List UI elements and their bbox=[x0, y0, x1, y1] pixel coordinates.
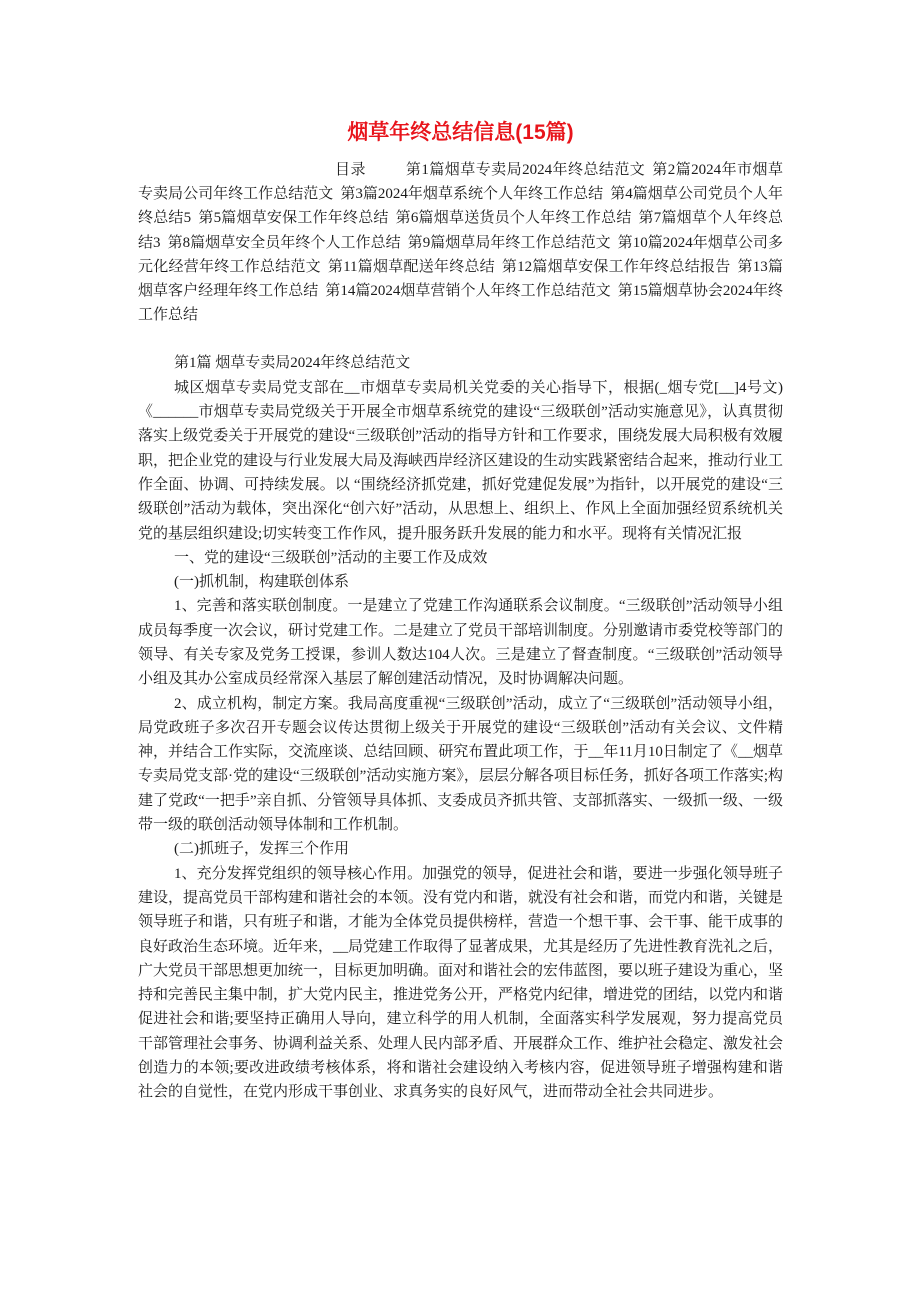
toc-entry: 第5篇烟草安保工作年终总结 bbox=[198, 210, 389, 227]
toc-entry: 第12篇烟草安保工作年终总结报告 bbox=[501, 258, 731, 275]
toc-entry: 第10篇2024年烟草公司多元化经营年终工作总结范文 bbox=[138, 234, 783, 275]
table-of-contents bbox=[138, 158, 783, 327]
paragraph: 1、充分发挥党组织的领导核心作用。加强党的领导，促进社会和谐，要进一步强化领导班子建设，提高党员干部构建和谐社会的本领。没有党内和谐，就没有社会和谐，而党内和谐，关键是领导班子和谐，只有班子和谐，才能为全体党员提供榜样，营造一个想干事、会干事、能干成事的良好政治生态环境。近年来，__局党建工作取得了显著成果，尤其是经历了先进性教育洗礼之后，广大党员干部思想更加统一，目标更加明确。面对和谐社会的宏伟蓝图，要以班子建设为重心，坚持和完善民主集中制，扩大党内民主，推进党务公开，严格党内纪律，增进党的团结，以党内和谐促进社会和谐;要坚持正确用人导向，建立科学的用人机制，全面落实科学发展观，努力提高党员干部管理社会事务、协调利益关系、处理人民内部矛盾、开展群众工作、维护社会稳定、激发社会创造力的本领;要改进政绩考核体系，将和谐社会建设纳入考核内容，促进领导班子增强构建和谐社会的自觉性，在党内形成干事创业、求真务实的良好风气，进而带动全社会共同进步。 bbox=[138, 865, 784, 1101]
toc-label: 目录 bbox=[335, 162, 366, 178]
paragraph: 1、完善和落实联创制度。一是建立了党建工作沟通联系会议制度。“三级联创”活动领导小组成员每季度一次会议，研讨党建工作。二是建立了党员干部培训制度。分别邀请市委党校等部门的领导、有关专家及党务工授课，参训人数达104人次。三是建立了督查制度。“三级联创”活动领导小组及其办公室成员经常深入基层了解创建活动情况，及时协调解决问题。 bbox=[138, 598, 784, 688]
toc-entry: 第13篇烟草客户经理年终工作总结 bbox=[138, 258, 783, 300]
toc-entry: 第8篇烟草安全员年终个人工作总结 bbox=[167, 234, 401, 251]
subsection-heading: (二)抓班子，发挥三个作用 bbox=[174, 841, 349, 858]
section-heading: 第1篇 烟草专卖局2024年终总结范文 bbox=[174, 355, 411, 372]
toc-entry: 第11篇烟草配送年终总结 bbox=[327, 258, 495, 275]
paragraph: 2、成立机构，制定方案。我局高度重视“三级联创”活动，成立了“三级联创”活动领导小组， 局党政班子多次召开专题会议传达贯彻上级关于开展党的建设“三级联创”活动有关会议、文件精神，并结合工作实际，交流座谈、总结回顾、研究布置此项工作，于__年11月10日制定了《__烟草专卖局党支部·党的建设“三级联创”活动实施方案》，层层分解各项目标任务，抓好各项工作落实;构建了党政“一把手”亲自抓、分管领导具体抓、支委成员齐抓共管、支部抓落实、一级抓一级、一级带一级的联创活动领导体制和工作机制。 bbox=[138, 695, 783, 834]
toc-entry: 第4篇烟草公司党员个人年终总结5 bbox=[138, 186, 783, 227]
toc-entry: 第2篇2024年市烟草专卖局公司年终工作总结范文 bbox=[138, 162, 783, 203]
toc-entry: 第7篇烟草个人年终总结3 bbox=[138, 210, 783, 251]
document-page bbox=[138, 118, 783, 1105]
document-body bbox=[138, 351, 783, 1104]
toc-entry: 第3篇2024年烟草系统个人年终工作总结 bbox=[340, 186, 604, 203]
toc-entry: 第9篇烟草局年终工作总结范文 bbox=[407, 234, 611, 251]
section-heading: 一、党的建设“三级联创”活动的主要工作及成效 bbox=[174, 549, 488, 566]
toc-entry: 第15篇烟草协会2024年终工作总结 bbox=[138, 283, 783, 324]
toc-entry: 第1篇烟草专卖局2024年终总结范文 bbox=[405, 162, 646, 178]
paragraph: 城区烟草专卖局党支部在__市烟草专卖局机关党委的关心指导下，根据(_烟专党[__]4号文)《______市烟草专卖局党级关于开展全市烟草系统党的建设“三级联创”活动实施意见》，认真贯彻落实上级党委关于开展党的建设“三级联创”活动的指导方针和工作要求，围绕发展大局积极有效履职，把企业党的建设与行业发展大局及海峡西岸经济区建设的生动实践紧密结合起来，推动行业工作全面、协调、可持续发展。以 “围绕经济抓党建，抓好党建促发展”为指针，以开展党的建设“三级联创”活动为载体，突出深化“创六好”活动，从思想上、组织上、作风上全面加强经贸系统机关党的基层组织建设;切实转变工作作风，提升服务跃升发展的能力和水平。现将有关情况汇报 bbox=[138, 379, 784, 542]
toc-entry: 第6篇烟草送货员个人年终工作总结 bbox=[395, 210, 632, 227]
toc-entry: 第14篇2024烟草营销个人年终工作总结范文 bbox=[325, 283, 611, 300]
subsection-heading: (一)抓机制，构建联创体系 bbox=[174, 574, 349, 591]
document-title: 烟草年终总结信息(15篇) bbox=[347, 121, 574, 144]
